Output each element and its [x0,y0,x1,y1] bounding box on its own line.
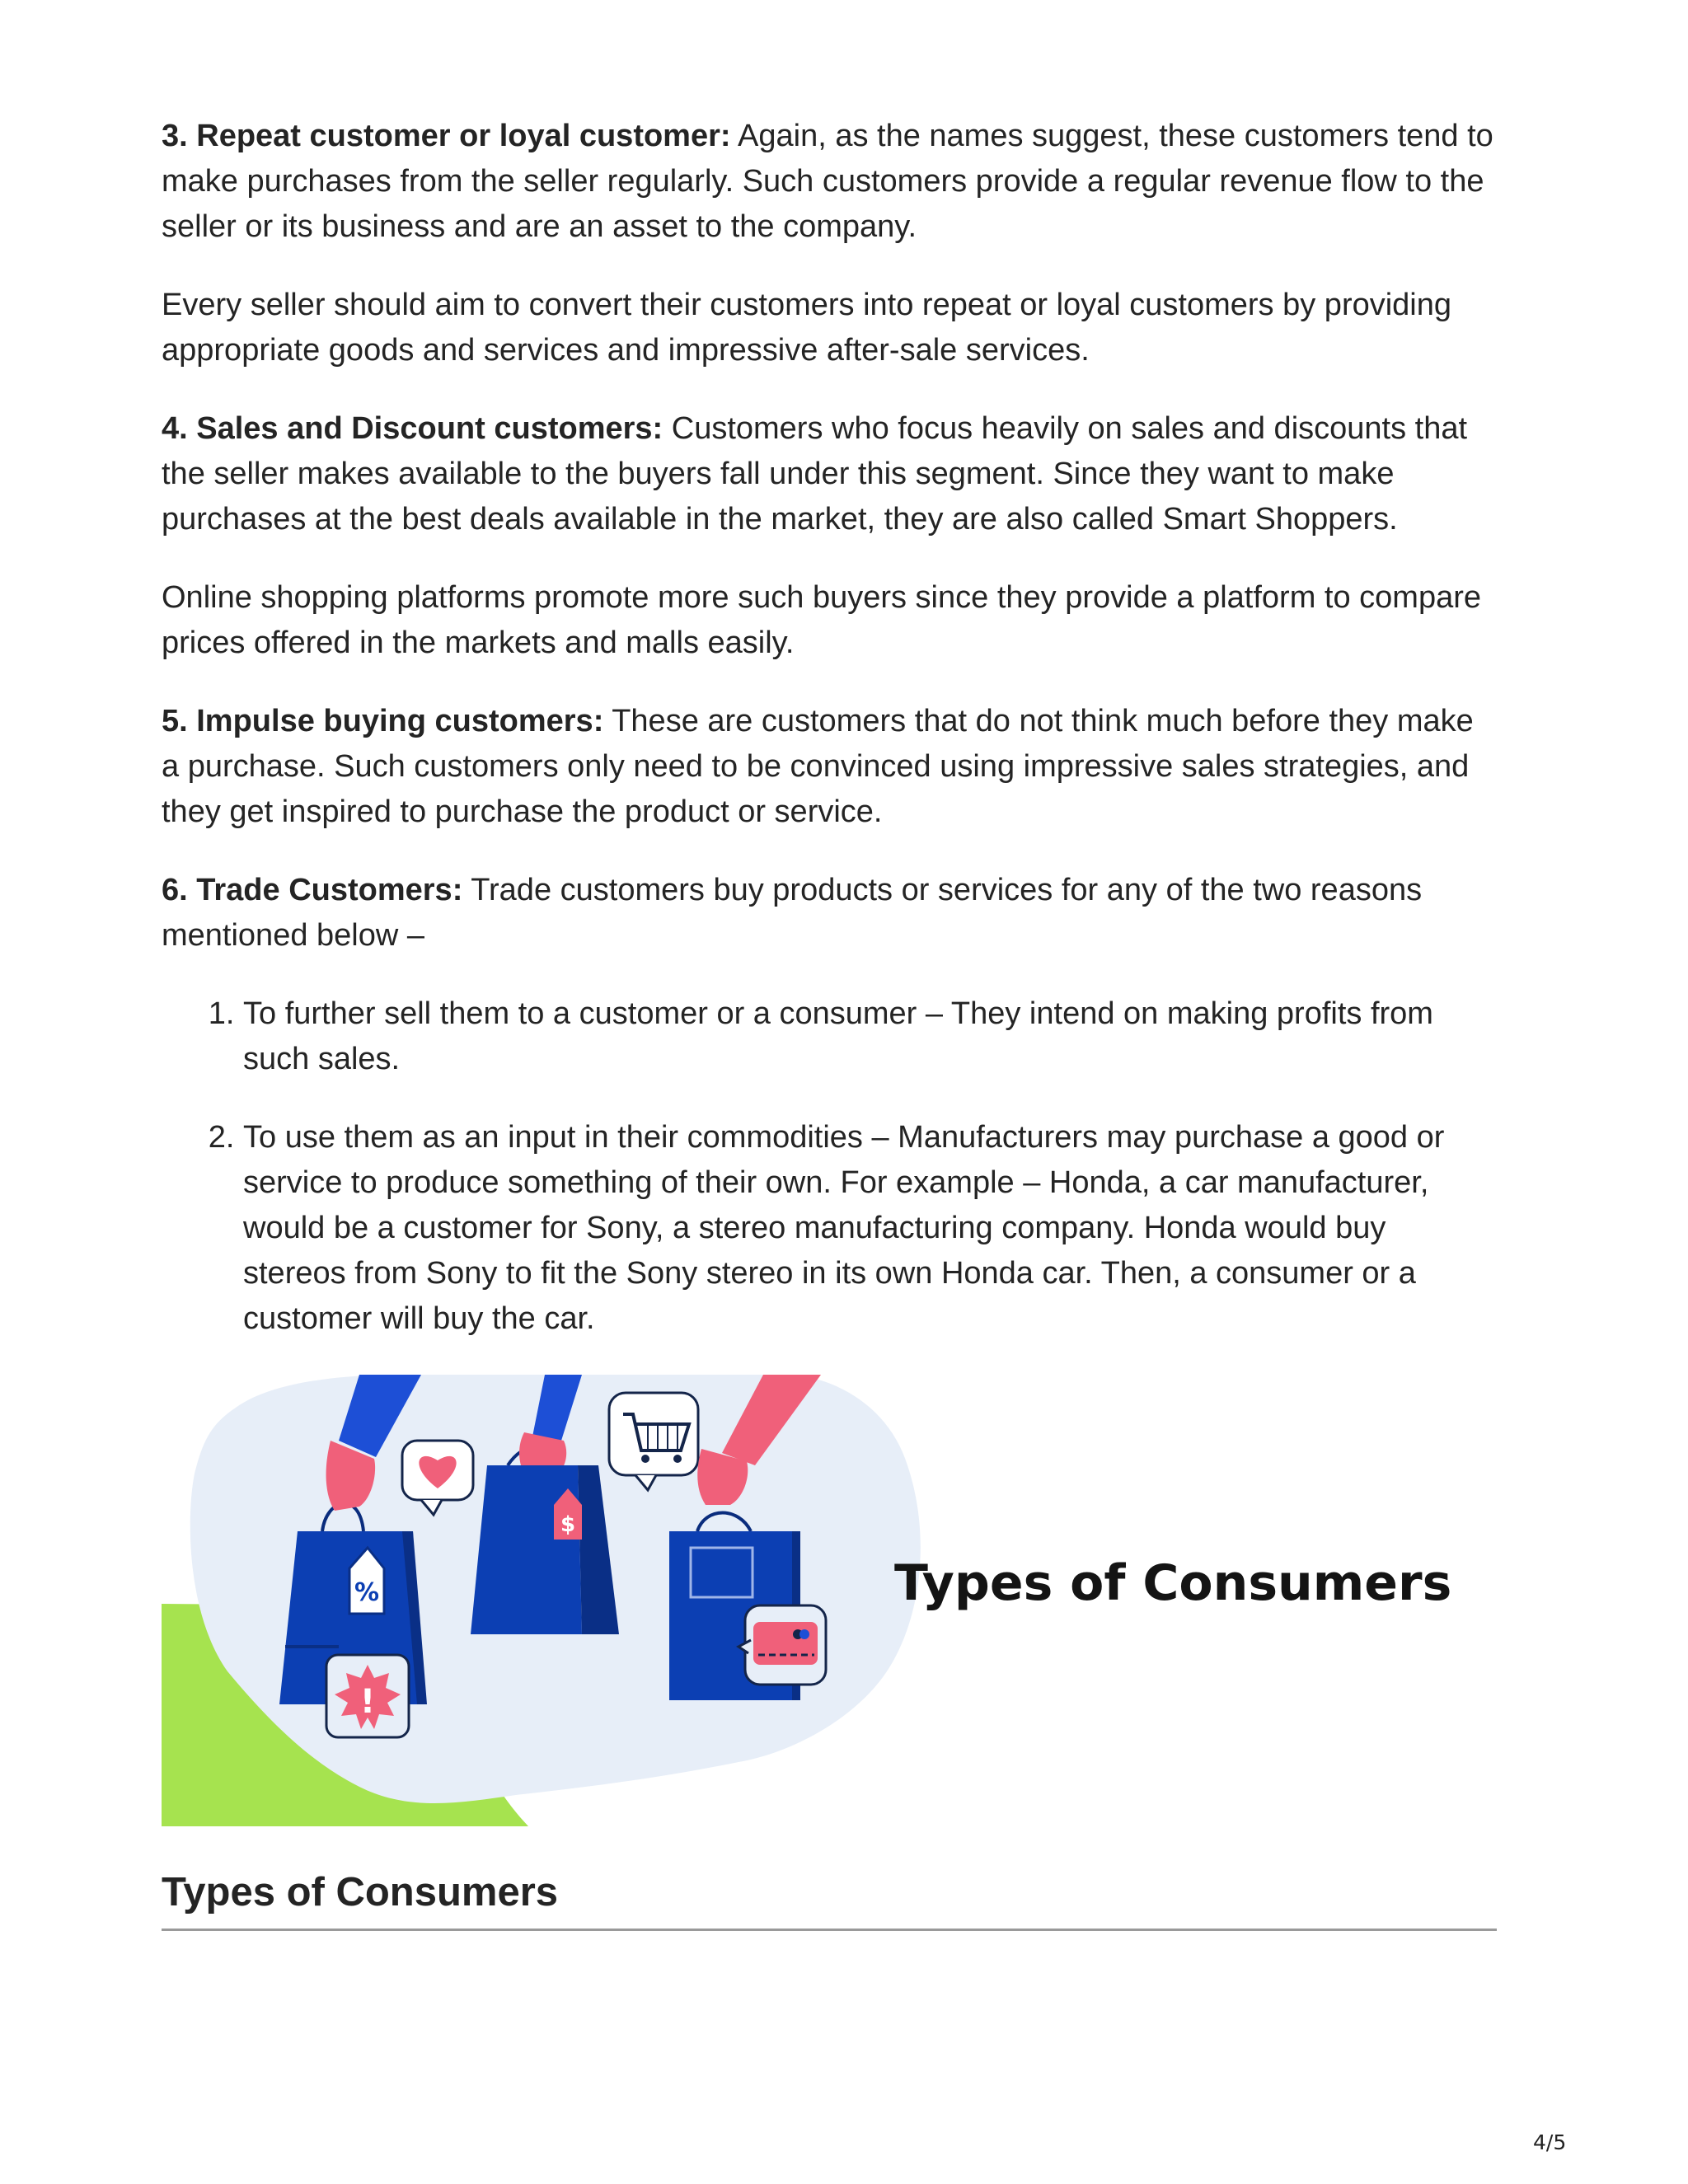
paragraph-repeat-customer [162,114,1497,250]
alert-badge-icon [326,1655,409,1737]
heading-repeat-customer: 3. Repeat customer or loyal customer: [162,119,731,153]
percent-tag-label: % [354,1578,380,1607]
text-trade-customers: Trade customers buy products or services for any of the two reasons mentioned below – [162,873,1423,953]
text-impulse-buying: These are customers that do not think much before they make a purchase. Such customers only need to be convinced using impressive sales strategies, and they get inspired to purchase the product or service. [162,704,1474,829]
heading-sales-discount: 4. Sales and Discount customers: [162,411,663,446]
heading-impulse-buying: 5. Impulse buying customers: [162,704,604,738]
paragraph-impulse-buying [162,699,1497,835]
paragraph-trade-customers [162,868,1497,958]
paragraph-sales-discount [162,406,1497,542]
bag-2-body [471,1465,582,1634]
dollar-tag-label: $ [560,1512,576,1537]
article-body [162,114,1497,1931]
list-item: 2. To use them as an input in their commodities – Manufacturers may purchase a good or service to produce something of their own. For example – Honda, a car manufacturer, would be a customer for Sony, a stereo manufacturing company. Honda would buy stereos from Sony to fit the Sony stereo in its own Honda car. Then, a consumer or a customer will buy the car. [243,1115,1497,1342]
paragraph-online-shopping: Online shopping platforms promote more such buyers since they provide a platform to compare prices offered in the markets and malls easily. [162,580,1482,660]
section-heading-types-of-consumers: Types of Consumers [162,1868,1497,1931]
alert-badge-label: ! [359,1683,376,1721]
heading-trade-customers: 6. Trade Customers: [162,873,463,907]
paragraph-convert-customers: Every seller should aim to convert their customers into repeat or loyal customers by providing appropriate goods and services and impressive after-sale services. [162,288,1452,368]
shopping-cart-bubble-icon [609,1393,698,1490]
text-sales-discount: Customers who focus heavily on sales and discounts that the seller makes available to the buyers fall under this segment. Since they want to make purchases at the best deals available in the market, they are also called Smart Shoppers. [162,411,1468,537]
types-of-consumers-illustration [162,1375,1497,1826]
trade-reasons-list [162,991,1497,1342]
text-repeat-customer: Again, as the names suggest, these customers tend to make purchases from the seller regularly. Such customers provide a regular revenue flow to the seller or its business and are an asset to the company. [162,119,1493,244]
illustration-title: Types of Consumers [894,1554,1452,1612]
credit-card-bubble-icon [738,1605,826,1685]
list-item: 1. To further sell them to a customer or a consumer – They intend on making profits from such sales. [243,991,1497,1082]
page-number: 4/5 [1533,2130,1567,2154]
